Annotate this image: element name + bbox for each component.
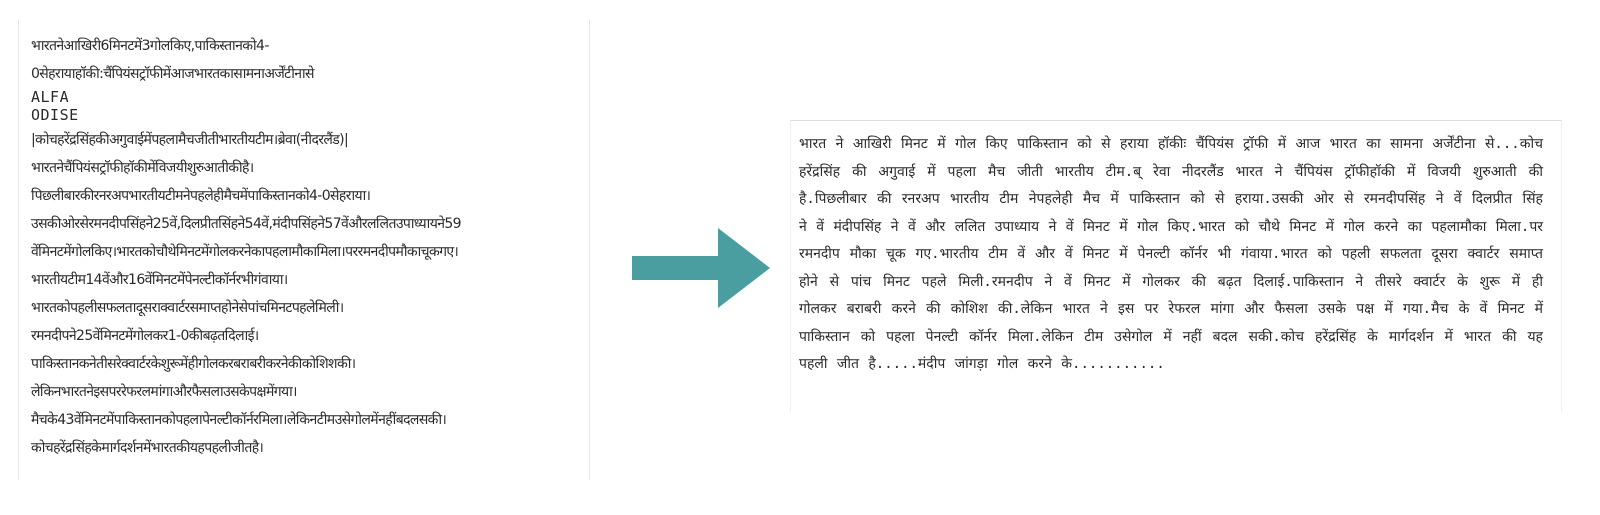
- source-text-line: भारतनेआखिरी6मिनटमें3गोलकिए,पाकिस्तानको4-: [31, 38, 269, 54]
- output-text-block: भारत ने आखिरी मिनट में गोल किए पाकिस्तान को से हराया हॉकीः चैंपियंस ट्रॉफी में आज भारत का सामना अर्जेंटीना से...कोच हरेंद्रसिंह की अगुवाई में पहला मैच जीती भारतीय टीम.ब् रेवा नीदरलैंड भारत ने चैंपियंस ट्रॉफीहॉकी में विजयी शुरुआती की है.पिछलीबार की रनरअप भारतीय टीम नेपहलेही मैच में पाकिस्तान को से हराया.उसकी ओर से रमनदीपसिंह ने वें दिलप्रीत सिंह ने वें मंदीपसिंह ने वें और ललित उपाध्याय ने वें मिनट में गोल किए.भारत को चौथे मिनट में गोल करने का पहलामौका मिला.पर रमनदीप मौका चूक गए.भारतीय टीम वें और वें मिनट में पेनल्टी कॉर्नर भी गंवाया.भारत को पहली सफलता दूसरा क्वार्टर समाप्त होने से पांच मिनट पहले मिली.रमनदीप ने वें मिनट में गोलकर की बढ़त दिलाई.पाकिस्तान ने तीसरे क्वार्टर के शुरू में ही गोलकर बराबरी करने की कोशिश की.लेकिन भारत ने इस पर रेफरल मांगा और फैसला उसके पक्ष में गया.मैच के वें मिनट में पाकिस्तान को पहला पेनल्टी कॉर्नर मिला.लेकिन टीम उसेगोल में नहीं बदल सकी.कोच हरेंद्रसिंह के मार्गदर्शन में भारत की यह पहली जीत है.....मंदीप जांगड़ा गोल करने के...........: [799, 136, 1543, 372]
- right-arrow-icon: [632, 228, 792, 308]
- source-text-line: मैचके43वेंमिनटमेंपाकिस्तानकोपहलापेनल्टीकॉर्नरमिला।लेकिनटीमउसेगोलमेंनहींबदलसकी।: [31, 412, 447, 428]
- source-text-line: रमनदीपने25वेंमिनटमेंगोलकर1-0कीबढ़तदिलाई।: [31, 328, 259, 344]
- source-text-line: भारतनेचैंपियंसट्रॉफीहॉकीमेंविजयीशुरुआतीकीहै।: [31, 160, 254, 176]
- source-text-line: पाकिस्तानकनेतीसरेक्वार्टरकेशुरूमेंहीगोलकरबराबरीकरनेकीकोशिशकी।: [31, 356, 356, 372]
- source-text-line: कोचहरेंद्रसिंहकेमार्गदर्शनमेंभारतकीयहपहलीजीतहै।: [31, 440, 264, 456]
- source-text-line: वेंमिनटमेंगोलकिए।भारतकोचौथेमिनटमेंगोलकरनेकापहलामौकामिला।पररमनदीपमौकाचूकगए।: [31, 244, 459, 260]
- source-text-line: लेकिनभारतनेइसपररेफरलमांगाऔरफैसलाउसकेपक्षमेंगया।: [31, 384, 297, 400]
- output-document-panel: [790, 120, 1562, 412]
- source-text-line: |कोचहरेंद्रसिंहकीअगुवाईमेंपहलामैचजीतीभारतीयटीम।ब्रेवा(नीदरलैंड)|: [31, 132, 349, 148]
- source-text-line: भारतीयटीम14वेंऔर16वेंमिनटमेंपेनल्टीकॉर्नरभीगंवाया।: [31, 272, 288, 288]
- source-text-line: ALFA: [31, 88, 70, 106]
- source-text-line: ODISE: [31, 106, 79, 124]
- source-text-line: पिछलीबारकीरनरअपभारतीयटीमनेपहलेहीमैचमेंपाकिस्तानको4-0सेहराया।: [31, 188, 371, 204]
- source-text-block: [31, 32, 587, 462]
- source-document-panel: [18, 20, 590, 480]
- source-text-line: 0सेहरायाहॉकी:चैंपियंसट्रॉफीमेंआजभारतकासामनाअर्जेंटीनासे: [31, 66, 314, 82]
- source-text-line: उसकीओरसेरमनदीपसिंहने25वें,दिलप्रीतसिंहने54वें,मंदीपसिंहने57वेंऔरललितउपाध्यायने59: [31, 216, 461, 232]
- source-text-line: भारतकोपहलीसफलतादूसराक्वार्टरसमाप्तहोनेसेपांचमिनटपहलेमिली।: [31, 300, 344, 316]
